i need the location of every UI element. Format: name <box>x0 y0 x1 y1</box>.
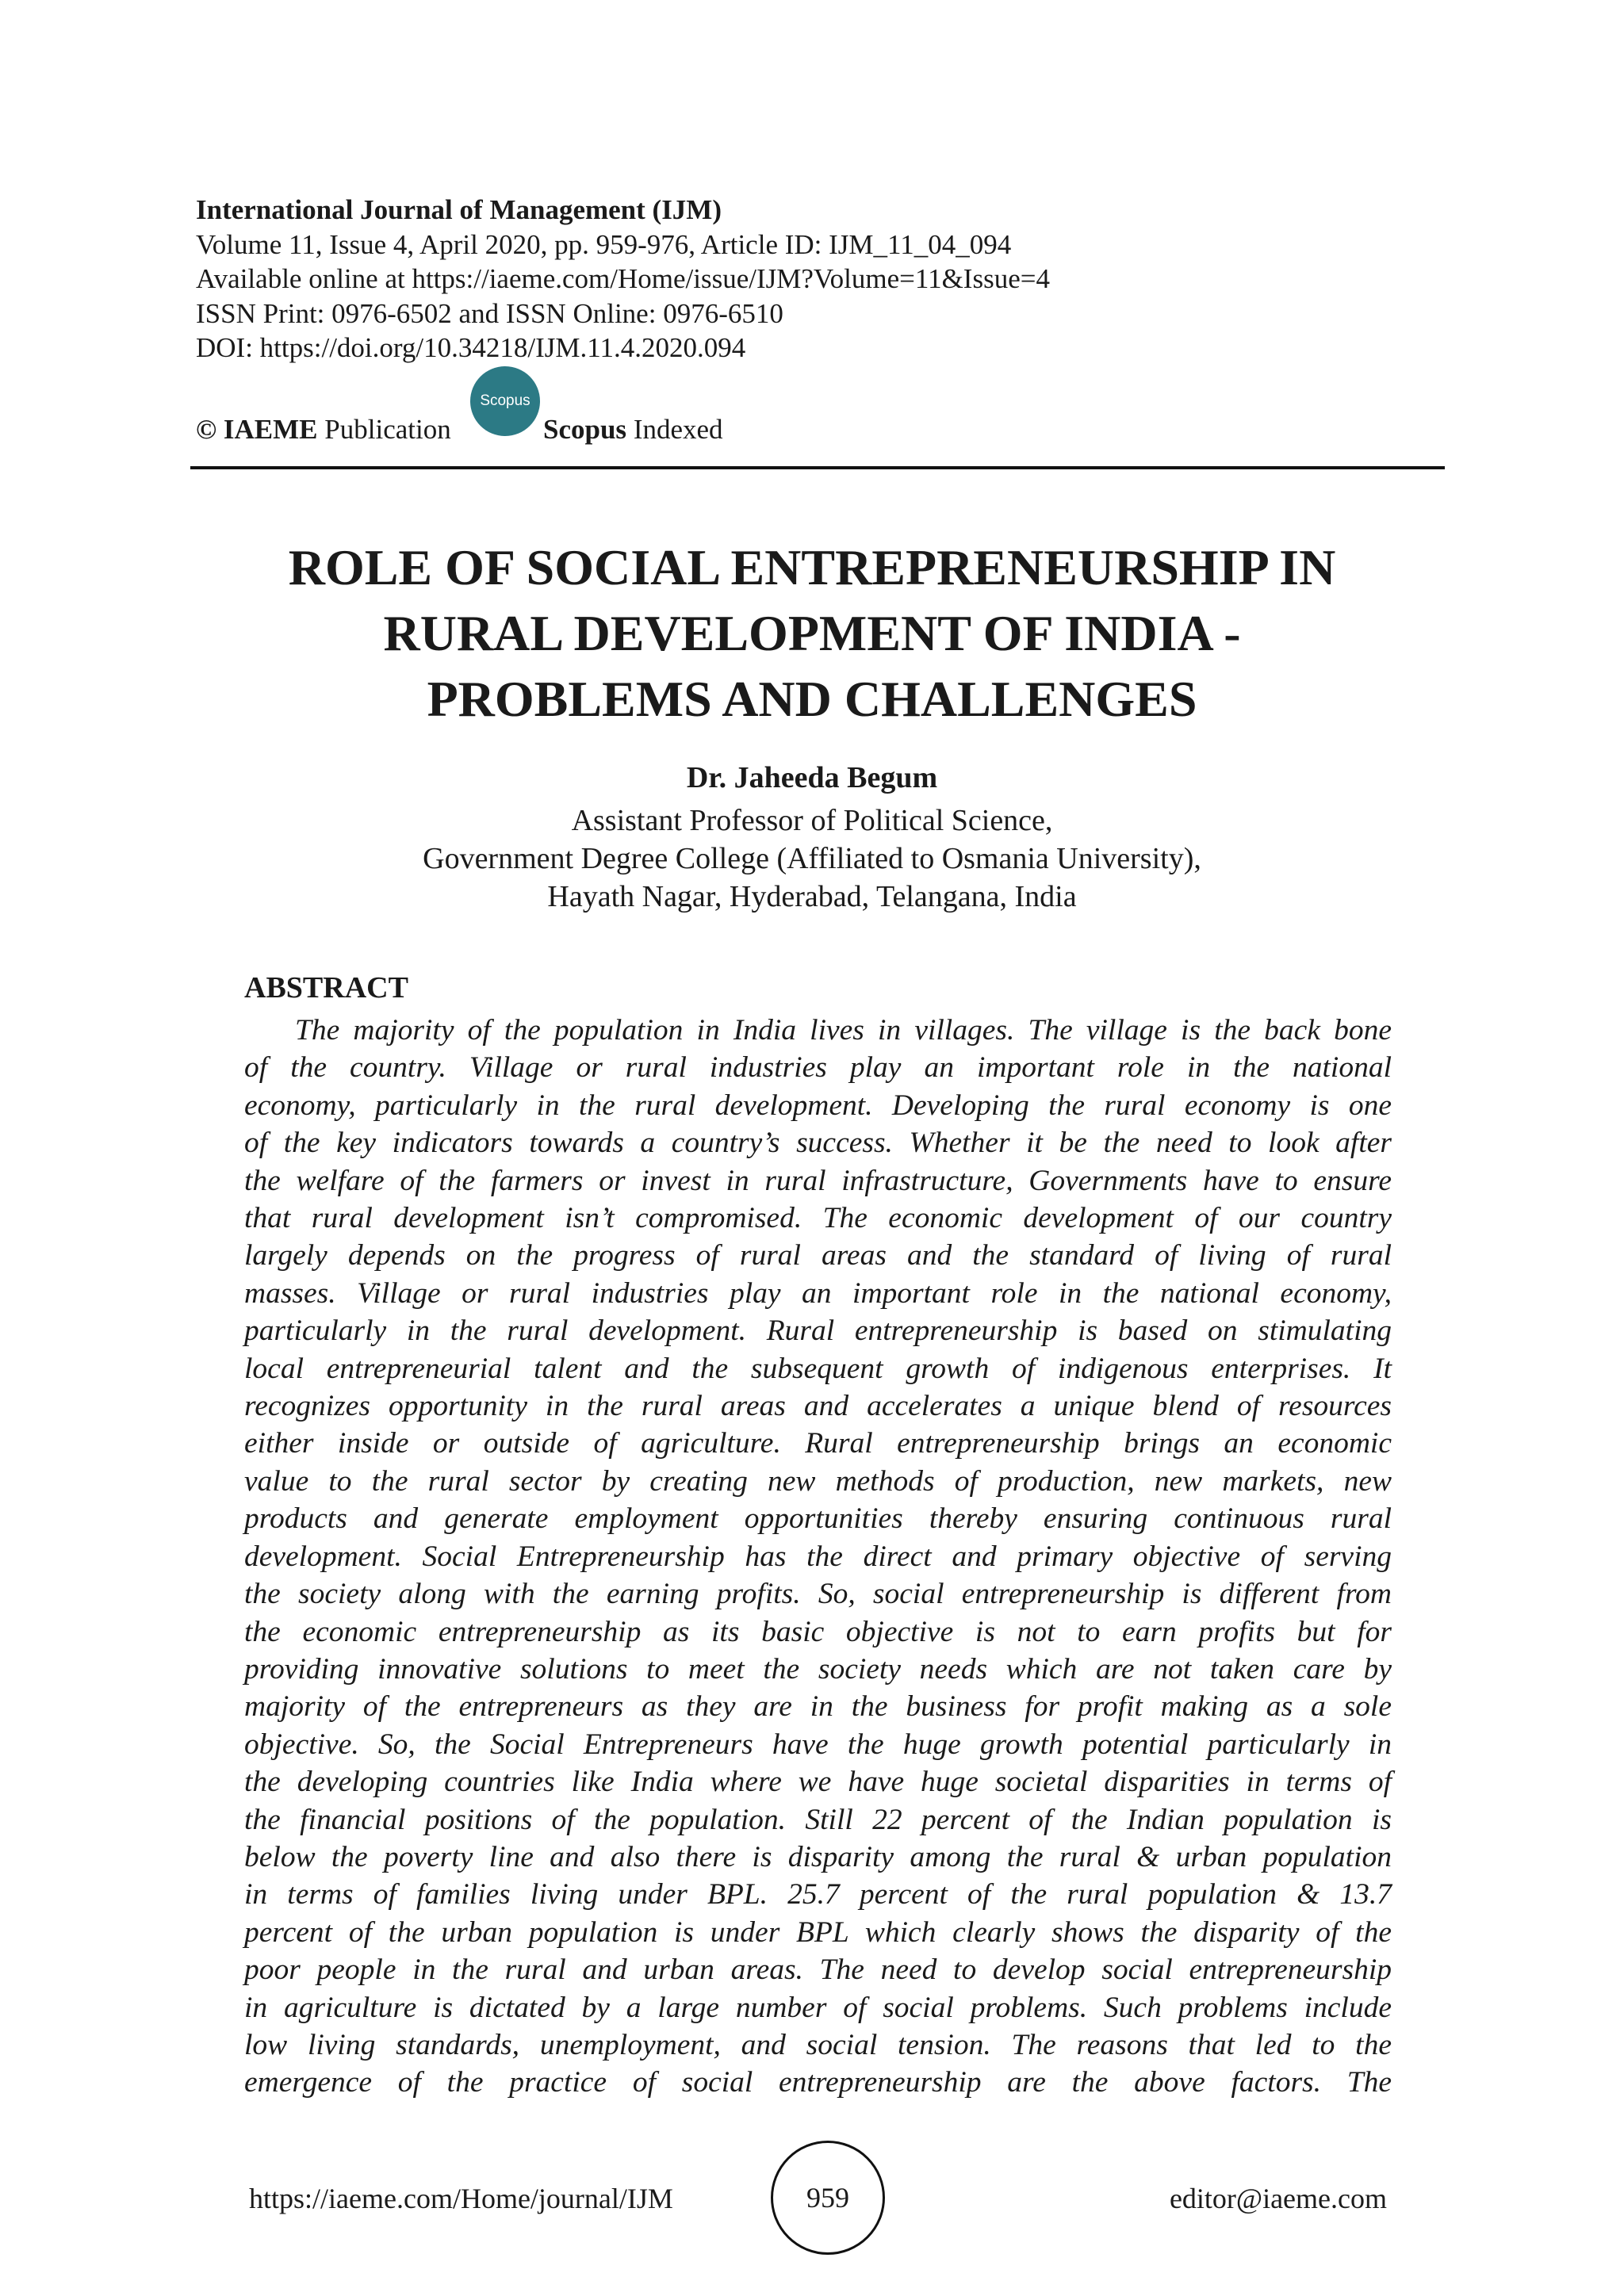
volume-line: Volume 11, Issue 4, April 2020, pp. 959-976, Article ID: IJM_11_04_094 <box>196 228 1012 260</box>
paper-title <box>119 534 1505 732</box>
issn-line: ISSN Print: 0976-6502 and ISSN Online: 0976-6510 <box>196 297 783 329</box>
editor-email-link[interactable]: editor@iaeme.com <box>1169 2183 1387 2214</box>
author-affiliation <box>119 802 1505 916</box>
abstract-line: recognizes opportunity in the rural areas and accelerates a unique blend of resources <box>244 1390 1392 1423</box>
abstract-line: development. Social Entrepreneurship has the direct and primary objective of serving <box>244 1540 1392 1573</box>
abstract-line: The majority of the population in India lives in villages. The village is the back bone <box>295 1014 1392 1047</box>
abstract-heading: ABSTRACT <box>244 971 408 1004</box>
title-line: PROBLEMS AND CHALLENGES <box>427 671 1197 727</box>
journal-url-link[interactable]: https://iaeme.com/Home/journal/IJM <box>249 2183 673 2214</box>
abstract-line: in agriculture is dictated by a large number of social problems. Such problems include <box>244 1991 1392 2024</box>
page-number <box>771 2141 885 2255</box>
abstract-line: of the key indicators towards a country’s success. Whether it be the need to look after <box>244 1127 1392 1160</box>
abstract-line: the financial positions of the population. Still 22 percent of the Indian population is <box>244 1803 1392 1836</box>
title-line: ROLE OF SOCIAL ENTREPRENEURSHIP IN <box>288 539 1336 595</box>
title-line: RURAL DEVELOPMENT OF INDIA - <box>383 605 1241 661</box>
page-footer <box>0 2141 1624 2260</box>
affiliation-line: Government Degree College (Affiliated to Osmania University), <box>423 842 1201 875</box>
doi-line: DOI: https://doi.org/10.34218/IJM.11.4.2020.094 <box>196 332 746 363</box>
abstract-line: either inside or outside of agriculture. Rural entrepreneurship brings an economic <box>244 1427 1392 1460</box>
abstract-line: majority of the entrepreneurs as they are in the business for profit making as a sole <box>244 1690 1392 1724</box>
page-number-text: 959 <box>806 2182 849 2214</box>
journal-name: International Journal of Management (IJM) <box>196 194 722 225</box>
abstract-line: local entrepreneurial talent and the subsequent growth of indigenous enterprises. It <box>244 1352 1392 1385</box>
abstract-line: the welfare of the farmers or invest in rural infrastructure, Governments have to ensure <box>244 1164 1392 1197</box>
abstract-line: economy, particularly in the rural development. Developing the rural economy is one <box>244 1089 1392 1122</box>
abstract-line: poor people in the rural and urban areas. The need to develop social entrepreneurship <box>244 1954 1392 1987</box>
abstract-line: below the poverty line and also there is disparity among the rural & urban population <box>244 1840 1392 1873</box>
abstract-line: particularly in the rural development. Rural entrepreneurship is based on stimulating <box>244 1314 1392 1348</box>
abstract-line: that rural development isn’t compromised. The economic development of our country <box>244 1202 1392 1235</box>
abstract-line: in terms of families living under BPL. 25.7 percent of the rural population & 13.7 <box>244 1878 1392 1911</box>
indexed-suffix: Indexed <box>633 414 723 445</box>
abstract-line: emergence of the practice of social entrepreneurship are the above factors. The <box>244 2066 1392 2099</box>
indexed-credit <box>543 412 723 447</box>
abstract-line: percent of the urban population is under BPL which clearly shows the disparity of the <box>244 1915 1392 1949</box>
abstract-line: value to the rural sector by creating new methods of production, new markets, new <box>244 1464 1392 1498</box>
affiliation-line: Assistant Professor of Political Science, <box>571 804 1053 837</box>
publisher-suffix: Publication <box>324 414 451 445</box>
online-line: Available online at https://iaeme.com/Home/issue/IJM?Volume=11&Issue=4 <box>196 263 1050 294</box>
scopus-logo-icon <box>470 366 540 436</box>
abstract-line: providing innovative solutions to meet the society needs which are not taken care by <box>244 1652 1392 1686</box>
affiliation-line: Hayath Nagar, Hyderabad, Telangana, India <box>547 880 1077 913</box>
abstract-line: masses. Village or rural industries play an important role in the national economy, <box>244 1276 1392 1310</box>
publisher-name: IAEME <box>223 414 318 445</box>
abstract-line: the economic entrepreneurship as its basic objective is not to earn profits but for <box>244 1615 1392 1648</box>
author-name: Dr. Jaheeda Begum <box>686 761 938 794</box>
abstract-line: low living standards, unemployment, and social tension. The reasons that led to the <box>244 2028 1392 2061</box>
abstract-line: products and generate employment opportunities thereby ensuring continuous rural <box>244 1502 1392 1536</box>
abstract-line: of the country. Village or rural industries play an important role in the national <box>244 1051 1392 1085</box>
indexed-bold: Scopus <box>543 414 627 445</box>
abstract-body <box>244 1012 1392 2102</box>
abstract-line: objective. So, the Social Entrepreneurs have the huge growth potential particularly in <box>244 1728 1392 1761</box>
journal-header <box>196 193 1449 365</box>
copyright-symbol: © <box>196 414 217 445</box>
abstract-line: the developing countries like India where we have huge societal disparities in terms of <box>244 1766 1392 1799</box>
abstract-line: largely depends on the progress of rural areas and the standard of living of rural <box>244 1239 1392 1272</box>
header-divider <box>190 466 1445 469</box>
scopus-logo-text: Scopus <box>480 392 530 409</box>
publisher-credit <box>196 412 451 447</box>
abstract-line: the society along with the earning profits. So, social entrepreneurship is different from <box>244 1578 1392 1611</box>
